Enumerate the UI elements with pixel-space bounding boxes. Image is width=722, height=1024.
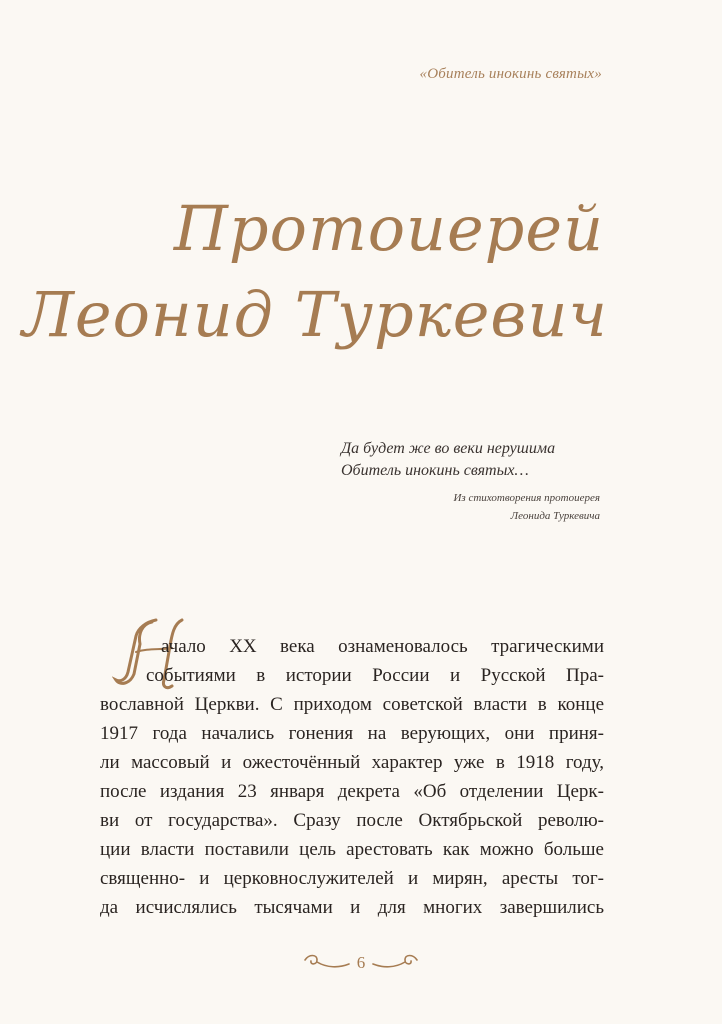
epigraph-line-2: Обитель инокинь святых… [341,462,529,479]
body-line: вославной Церкви. С приходом советской власти в конце [100,694,604,715]
body-text [100,632,604,922]
body-line: священно- и церковнослужителей и мирян, аресты тог- [100,868,604,889]
chapter-title-line-1: Протоиерей [173,192,604,265]
body-line: событиями в истории России и Русской Пра- [146,665,604,686]
page-footer [0,952,722,979]
body-line: ции власти поставили цель арестовать как можно больше [100,839,604,860]
epigraph-source [453,489,600,525]
right-ornament-icon [371,952,421,974]
epigraph-source-line-2: Леонида Туркевича [510,510,600,522]
running-head: «Обитель инокинь святых» [419,66,602,82]
drop-cap-letter: Н [112,614,113,615]
page-number: 6 [356,953,366,972]
left-ornament-icon [301,952,351,974]
body-line: ли массовый и ожесточённый характер уже в 1918 году, [100,752,604,773]
body-line: ачало XX века ознаменовалось трагическими [161,636,604,657]
epigraph-line-1: Да будет же во веки нерушима [341,440,556,457]
epigraph-source-line-1: Из стихотворения протоиерея [453,492,600,504]
chapter-title-line-2: Леонид Туркевич [22,278,608,351]
epigraph [341,438,621,482]
body-line: ви от государства». Сразу после Октябрьской револю- [100,810,604,831]
body-line: да исчислялись тысячами и для многих завершились [100,897,604,918]
body-line: после издания 23 января декрета «Об отделении Церк- [100,781,604,802]
body-line: 1917 года начались гонения на верующих, они приня- [100,723,604,744]
